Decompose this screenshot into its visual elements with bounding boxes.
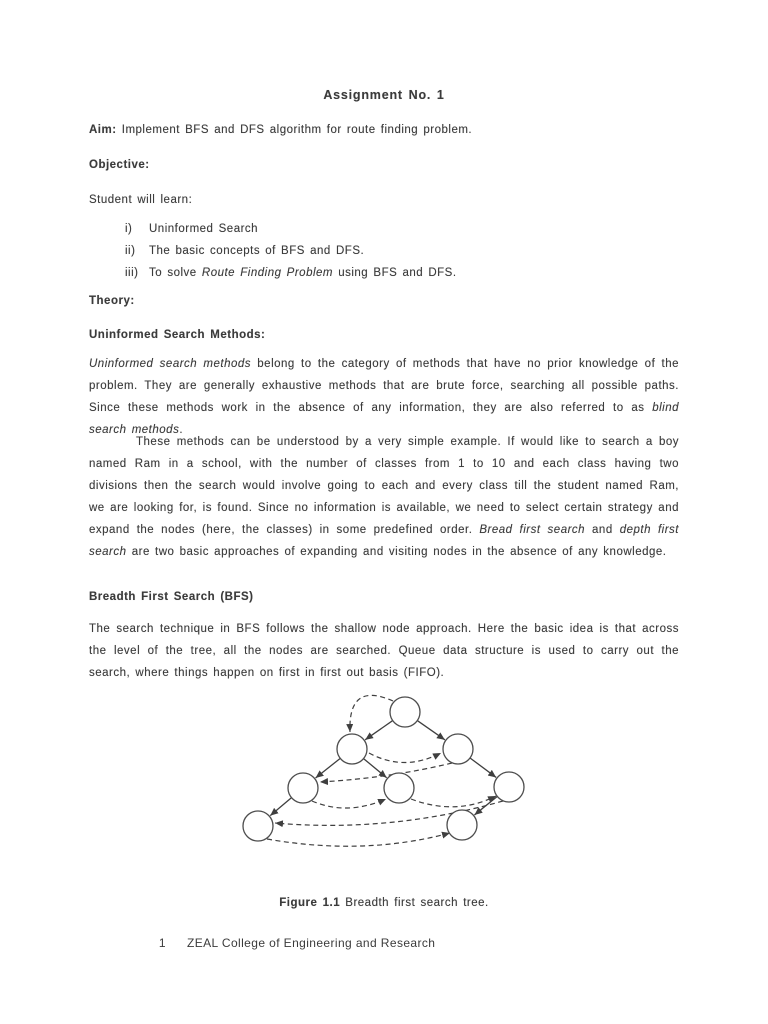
uninformed-paragraph: Uninformed search methods belong to the category of methods that have no prior knowledge of the problem. They are generally exhaustive methods that are brute force, searching all possible paths. Since these methods work in the absence of any information, they are also referred to as blind search methods. [89, 358, 679, 436]
list-item [89, 218, 679, 240]
uninformed-search-heading: Uninformed Search Methods: [89, 329, 266, 341]
list-item [89, 262, 679, 284]
bfs-tree-diagram [225, 685, 555, 865]
list-marker: iii) [125, 267, 139, 279]
figure-caption: Figure 1.1 Breadth first search tree. [279, 897, 489, 909]
bfs-tree-svg-content [243, 695, 524, 846]
page-number: 1 [158, 935, 166, 950]
list-item-text: To solve Route Finding Problem using BFS and DFS. [149, 267, 457, 279]
bfs-paragraph: The search technique in BFS follows the shallow node approach. Here the basic idea is that across the level of the tree, all the nodes are searched. Queue data structure is used to carry out the search, where things happen on first in first out basis (FIFO). [89, 623, 679, 679]
theory-heading: Theory: [89, 295, 135, 307]
list-item-text: The basic concepts of BFS and DFS. [149, 245, 365, 257]
student-will-learn-line: Student will learn: [89, 194, 193, 206]
list-item-text: Uninformed Search [149, 223, 259, 235]
aim-line: Aim: Implement BFS and DFS algorithm for route finding problem. [89, 124, 473, 136]
footer-divider-bar [174, 933, 178, 952]
objectives-list [89, 218, 679, 284]
page-footer [156, 933, 435, 952]
list-marker: i) [125, 223, 133, 235]
list-marker: ii) [125, 245, 136, 257]
list-item [89, 240, 679, 262]
bfs-heading: Breadth First Search (BFS) [89, 591, 254, 603]
example-paragraph: These methods can be understood by a very simple example. If would like to search a boy named Ram in a school, with the number of classes from 1 to 10 and each class having two divisions then the search would involve going to each and every class till the student named Ram, we are looking for, is found. Since no information is available, we need to select certain strategy and expand the nodes (here, the classes) in some predefined order. Bread first search and depth first search are two basic approaches of expanding and visiting nodes in the absence of any knowledge. [89, 436, 679, 558]
institution-name: ZEAL College of Engineering and Research [187, 935, 436, 950]
assignment-title: Assignment No. 1 [323, 88, 445, 102]
objective-heading: Objective: [89, 159, 150, 171]
